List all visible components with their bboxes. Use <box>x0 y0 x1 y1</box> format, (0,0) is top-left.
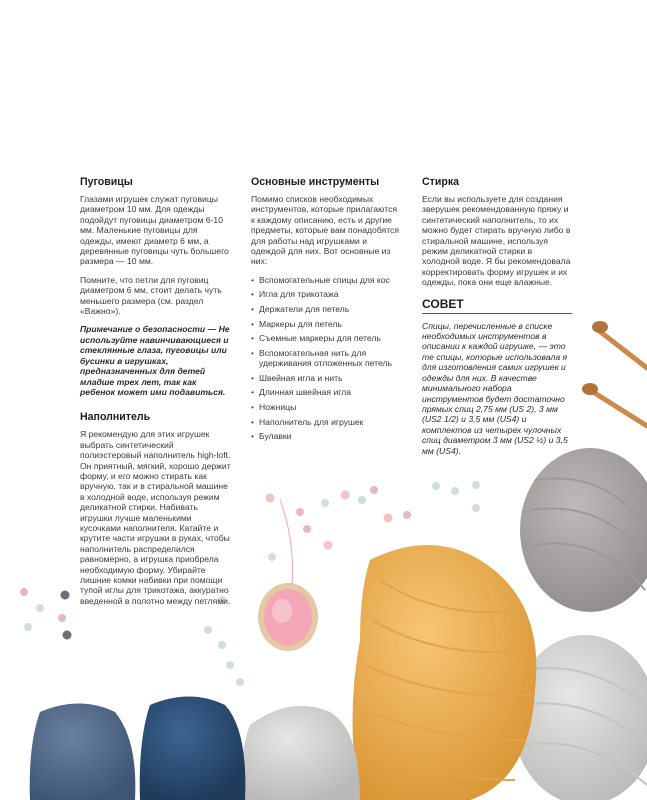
knitting-needles <box>582 321 647 426</box>
tools-intro: Помимо списков необходимых инструментов, которые прилагаются к каждому описанию, есть и другие предметы, которые вам понадобятся для работы над игрушками и одеждой для них. Вот основные из них: <box>251 194 399 267</box>
safety-note <box>80 324 232 397</box>
tip-title: СОВЕТ <box>422 296 464 311</box>
list-item: • Держатели для петель <box>251 304 403 314</box>
list-item: • Наполнитель для игрушек <box>251 417 403 427</box>
column-tools <box>251 176 403 446</box>
thread-spool <box>258 500 318 651</box>
yarn-ball-gray <box>520 448 647 612</box>
buttons-paragraph-1: Глазами игрушек служат пуговицы диаметром 10 мм. Для одежды подойдут пуговицы диаметром 6-10 мм. Маленькие пуговицы для одежды, имеют диаметр 6 мм, а деревянные пуговицы чуть большего размера — 10 мм. <box>80 194 229 267</box>
yarn-skein-orange <box>353 545 537 800</box>
list-item: • Ножницы <box>251 402 403 412</box>
list-item: • Съемные маркеры для петель <box>251 333 403 343</box>
buttons-paragraph-2: Помните, что петли для пуговиц диаметром 6 мм, стоит делать чуть меньшего размера (см. раздел «Важно»). <box>80 274 222 317</box>
filler-paragraph: Я рекомендую для этих игрушек выбрать синтетический полиэстеровый наполнитель high-loft. Он приятный, мягкий, хорошо держит форму, и его можно стирать как вручную, так и в стиральной машине в холодной воде, используя режим деликатной стирки. Набивать игрушки лучше маленькими кусочками наполнителя. Катайте и крутите части игрушки в руках, чтобы наполнитель распределился равномерно, а игрушка приобрела необходимую форму. Убирайте лишние комки набивки при помощи тупой иглы для трикотажа, аккуратно введенной в полотно между петлями. <box>80 429 231 606</box>
column-washing-tip <box>422 176 572 464</box>
list-item: • Вспомогательная нить для удерживания отложенных петель <box>251 348 403 369</box>
safety-label: Примечание о безопасности — <box>80 324 217 335</box>
list-item: • Игла для трикотажа <box>251 289 403 299</box>
section-title-tools: Основные инструменты <box>251 176 380 188</box>
list-item: • Маркеры для петель <box>251 319 403 329</box>
tip-text: Спицы, перечисленные в списке необходимых инструментов в описании к каждой игрушке, — это те спицы, которые использовала я для изготовления самих игрушек и одежды для них. В качестве минимального набора инструментов будет достаточно прямых спиц 2,75 мм (US 2), 3 мм (US2 1/2) и 3,5 мм (US4) и комплектов из четырех чулочных спиц диаметром 3 мм (US2 ½) и 3,5 мм (US4). <box>422 320 568 456</box>
washing-paragraph: Если вы используете для создания зверушек рекомендованную пряжу и синтетический наполнитель, то их можно будет стирать вручную либо в стиральной машине, используя режим деликатной стирки в холодной воде. Я бы рекомендовала корректировать форму игрушек и их одежды, пока они еще влажные. <box>422 194 571 288</box>
list-item: • Швейная игла и нить <box>251 373 403 383</box>
safety-text: Не используйте навинчивающиеся и стеклянные глаза, пуговицы или бусинки в игрушках, предназначенных для детей младше трех лет, так как ребенок может ими подавиться. <box>80 324 230 397</box>
section-title-buttons: Пуговицы <box>80 176 133 188</box>
list-item: • Длинная швейная игла <box>251 387 403 397</box>
list-item: • Булавки <box>251 431 403 441</box>
list-item: • Вспомогательные спицы для кос <box>251 275 403 285</box>
section-title-washing: Стирка <box>422 176 460 188</box>
yarn-skein-slate <box>30 704 136 800</box>
column-buttons-filler <box>80 176 232 614</box>
tools-list <box>251 275 403 442</box>
tip-box <box>422 298 572 456</box>
tip-divider <box>422 313 572 314</box>
yarn-skein-navy <box>140 697 246 800</box>
yarn-skein-light <box>240 706 360 800</box>
section-title-filler: Наполнитель <box>80 411 151 424</box>
